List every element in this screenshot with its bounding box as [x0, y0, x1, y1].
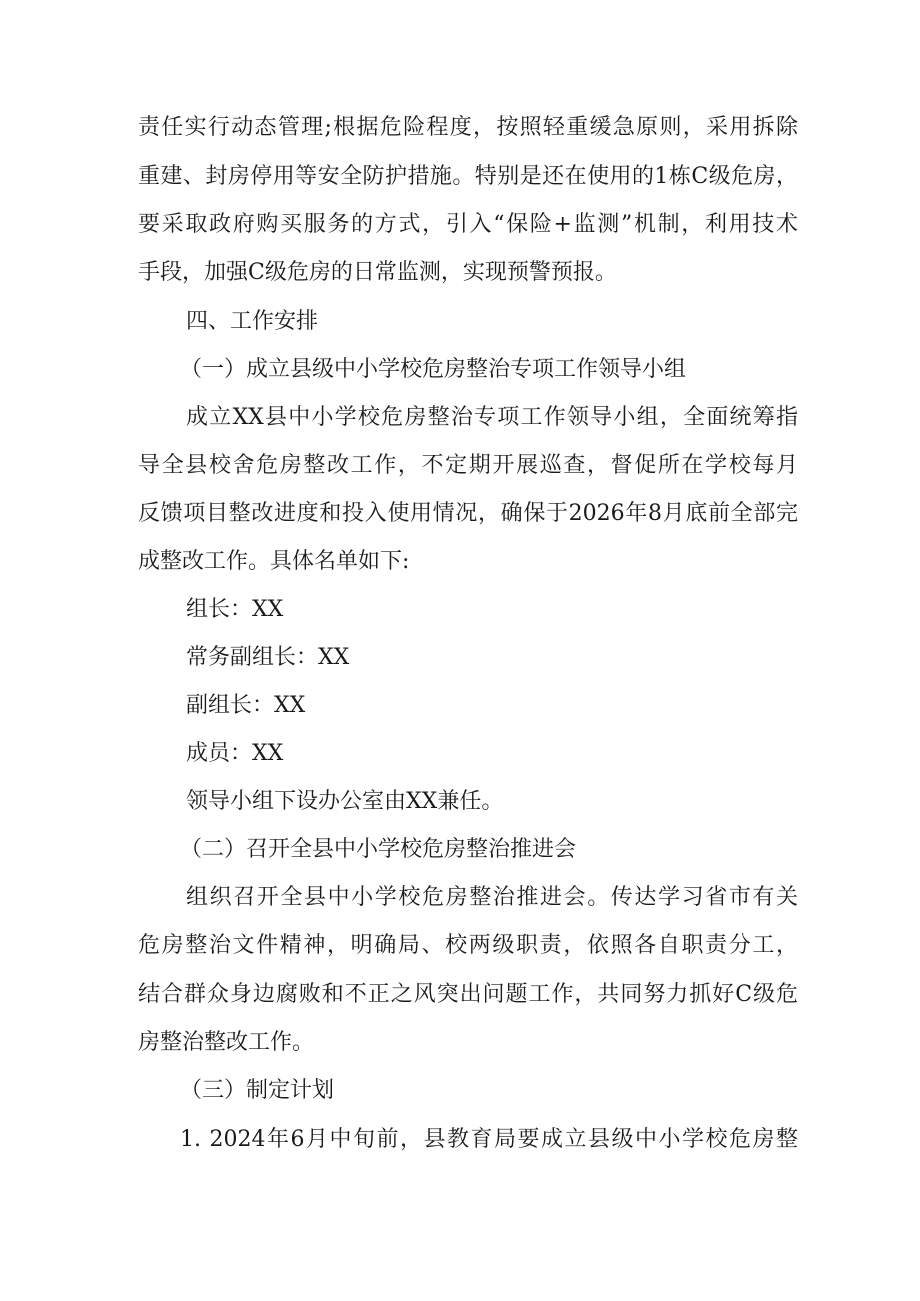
paragraph-line: 责任实行动态管理;根据危险程度，按照轻重缓急原则，采用拆除	[138, 115, 798, 140]
paragraph-line: 危房整治文件精神，明确局、校两级职责，依照各自职责分工，	[138, 933, 798, 958]
member-line-leader: 组长：XX	[186, 597, 284, 622]
member-line-deputy: 副组长：XX	[186, 693, 306, 718]
paragraph-line: 手段，加强C级危房的日常监测，实现预警预报。	[138, 260, 617, 285]
paragraph-line: 要采取政府购买服务的方式，引入“保险+监测”机制，利用技术	[138, 212, 798, 237]
member-line-executive-deputy: 常务副组长：XX	[186, 645, 350, 670]
member-line-members: 成员：XX	[186, 741, 284, 766]
paragraph-line: 1. 2024年6月中旬前，县教育局要成立县级中小学校危房整	[180, 1127, 798, 1152]
paragraph-line: 成立XX县中小学校危房整治专项工作领导小组，全面统筹指	[186, 405, 798, 430]
paragraph-line: 房整治整改工作。	[138, 1030, 315, 1055]
paragraph-line: 重建、封房停用等安全防护措施。特别是还在使用的1栋C级危房，	[138, 164, 798, 189]
subsection-heading: （三）制定计划	[180, 1078, 335, 1103]
paragraph-line: 组织召开全县中小学校危房整治推进会。传达学习省市有关	[186, 885, 798, 910]
paragraph-line: 反馈项目整改进度和投入使用情况，确保于2026年8月底前全部完	[138, 501, 798, 526]
paragraph-line: 结合群众身边腐败和不正之风突出问题工作，共同努力抓好C级危	[138, 982, 798, 1007]
subsection-heading: （二）召开全县中小学校危房整治推进会	[180, 837, 577, 862]
subsection-heading: （一）成立县级中小学校危房整治专项工作领导小组	[180, 357, 687, 382]
paragraph-line: 领导小组下设办公室由XX兼任。	[186, 789, 504, 814]
section-heading: 四、工作安排	[186, 309, 319, 334]
paragraph-line: 导全县校舍危房整改工作，不定期开展巡查，督促所在学校每月	[138, 453, 798, 478]
paragraph-line: 成整改工作。具体名单如下:	[138, 549, 410, 574]
